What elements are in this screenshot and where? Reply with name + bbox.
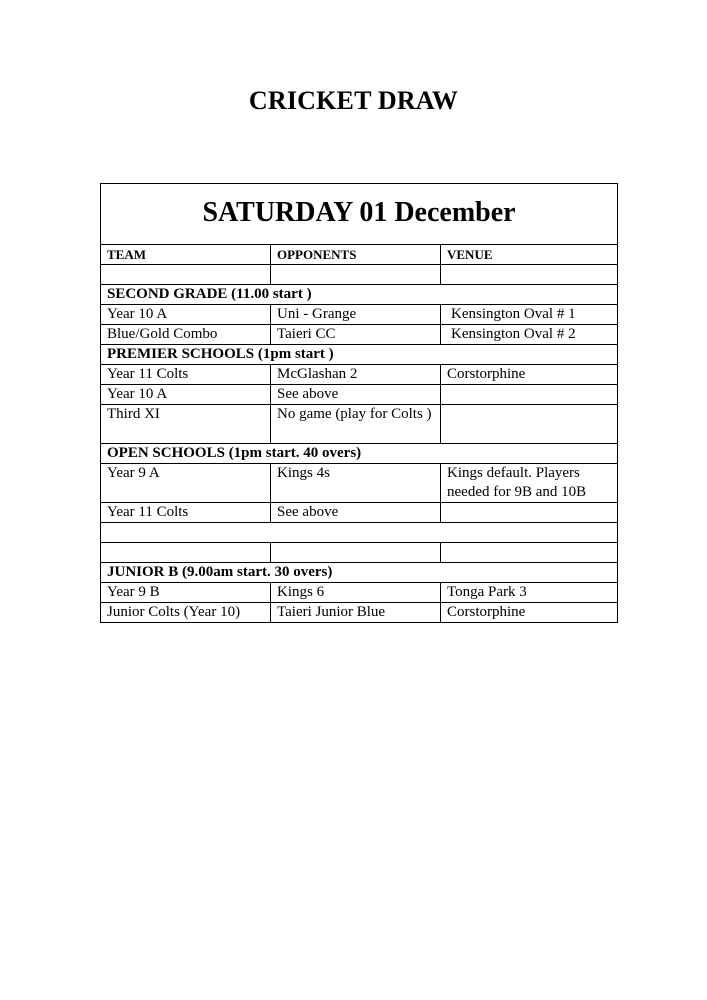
opponents-cell: See above (271, 503, 441, 523)
venue-cell: Kings default. Players needed for 9B and 10B (441, 464, 618, 503)
venue-cell: Tonga Park 3 (441, 583, 618, 603)
empty-row (101, 543, 618, 563)
section-heading: PREMIER SCHOOLS (1pm start ) (101, 345, 618, 365)
table-row (101, 583, 618, 603)
date-heading-row (101, 184, 618, 245)
date-heading: SATURDAY 01 December (101, 184, 618, 245)
team-cell: Year 10 A (101, 385, 271, 405)
opponents-cell: Uni - Grange (271, 305, 441, 325)
team-cell: Year 9 A (101, 464, 271, 503)
empty-cell (101, 543, 271, 563)
opponents-cell: Kings 6 (271, 583, 441, 603)
section-heading: JUNIOR B (9.00am start. 30 overs) (101, 563, 618, 583)
empty-cell (441, 543, 618, 563)
empty-cell (271, 265, 441, 285)
venue-cell: Kensington Oval # 1 (441, 305, 618, 325)
opponents-cell: Taieri Junior Blue (271, 603, 441, 623)
cricket-draw-table (100, 183, 618, 623)
team-cell: Year 9 B (101, 583, 271, 603)
table-row (101, 503, 618, 523)
opponents-cell: No game (play for Colts ) (271, 405, 441, 444)
empty-row (101, 265, 618, 285)
venue-cell (441, 405, 618, 444)
venue-cell: Corstorphine (441, 365, 618, 385)
section-heading: OPEN SCHOOLS (1pm start. 40 overs) (101, 444, 618, 464)
venue-cell (441, 503, 618, 523)
column-header-row (101, 245, 618, 265)
venue-cell: Corstorphine (441, 603, 618, 623)
team-cell: Third XI (101, 405, 271, 444)
empty-cell (441, 265, 618, 285)
opponents-cell: See above (271, 385, 441, 405)
section-heading-row (101, 563, 618, 583)
team-cell: Year 10 A (101, 305, 271, 325)
section-heading: SECOND GRADE (11.00 start ) (101, 285, 618, 305)
empty-cell (101, 265, 271, 285)
opponents-cell: Kings 4s (271, 464, 441, 503)
venue-cell (441, 385, 618, 405)
table-row (101, 325, 618, 345)
table-row (101, 365, 618, 385)
empty-cell (101, 523, 618, 543)
header-opponents: OPPONENTS (271, 245, 441, 265)
section-heading-row (101, 285, 618, 305)
opponents-cell: McGlashan 2 (271, 365, 441, 385)
table-row (101, 603, 618, 623)
page-title: CRICKET DRAW (248, 86, 459, 115)
team-cell: Blue/Gold Combo (101, 325, 271, 345)
header-team: TEAM (101, 245, 271, 265)
venue-cell: Kensington Oval # 2 (441, 325, 618, 345)
section-heading-row (101, 444, 618, 464)
opponents-cell: Taieri CC (271, 325, 441, 345)
team-cell: Year 11 Colts (101, 503, 271, 523)
team-cell: Junior Colts (Year 10) (101, 603, 271, 623)
table-row (101, 405, 618, 444)
team-cell: Year 11 Colts (101, 365, 271, 385)
table-row (101, 385, 618, 405)
empty-cell (271, 543, 441, 563)
table-row (101, 464, 618, 503)
section-heading-row (101, 345, 618, 365)
table-row (101, 305, 618, 325)
header-venue: VENUE (441, 245, 618, 265)
empty-row (101, 523, 618, 543)
